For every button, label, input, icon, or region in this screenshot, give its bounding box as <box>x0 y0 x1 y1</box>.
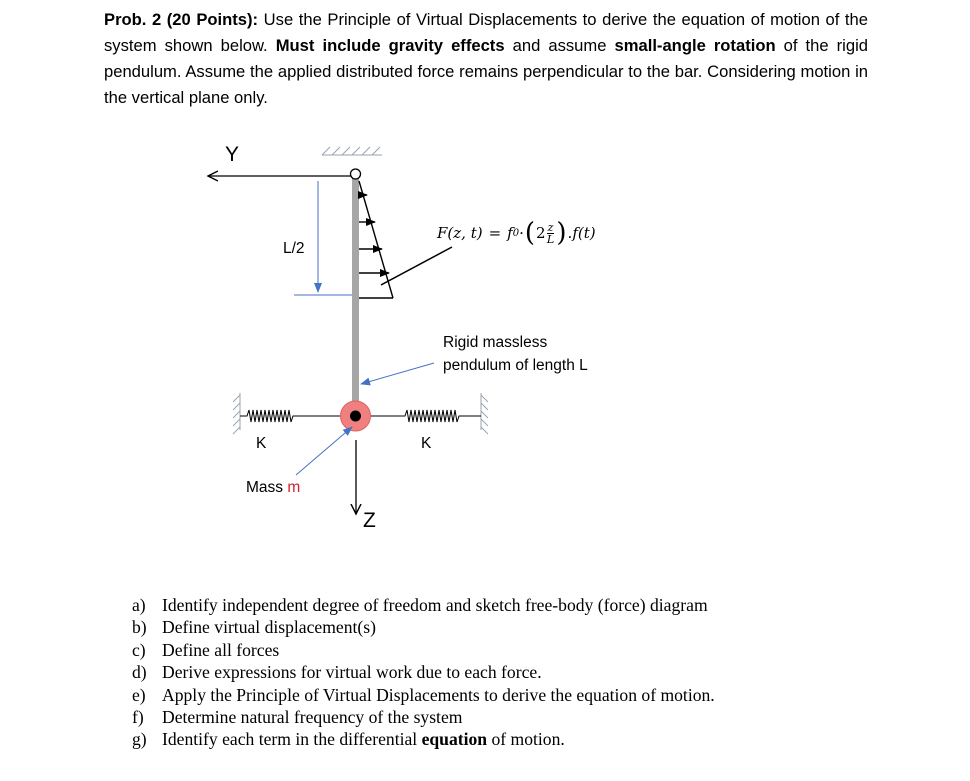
task-text-before: Identify each term in the differential <box>162 729 422 750</box>
task-letter: c) <box>132 639 146 660</box>
task-item <box>132 728 715 750</box>
formula-open-paren: ( <box>524 218 536 248</box>
problem-text-1: Use the Principle of Virtual Displacements to derive the equation of motion of the system shown below. <box>104 10 868 55</box>
task-letter: e) <box>132 684 146 705</box>
y-axis-label: Y <box>225 143 240 166</box>
mass-label-text: Mass <box>246 479 284 496</box>
task-item <box>132 594 715 616</box>
task-letter: g) <box>132 729 147 750</box>
right-wall <box>481 393 488 434</box>
force-formula <box>437 211 596 255</box>
task-text-after: of motion. <box>487 729 565 750</box>
formula-fraction <box>547 222 555 245</box>
problem-emphasis-gravity: Must include gravity effects <box>275 36 505 55</box>
mass-symbol: m <box>287 479 301 496</box>
task-text: Apply the Principle of Virtual Displacements to derive the equation of motion. <box>162 684 715 705</box>
problem-text-3: of the rigid pendulum. Assume the applied distributed force remains perpendicular to the bar. Considering motion in the vertical plane only. <box>104 36 869 107</box>
task-letter: f) <box>132 707 144 728</box>
formula-coefficient: 2 <box>536 224 546 242</box>
formula-lhs: F(z, t) <box>437 224 483 242</box>
mass-label <box>246 479 300 497</box>
problem-emphasis-small-angle: small-angle rotation <box>614 36 776 55</box>
formula-fraction-denominator: L <box>546 232 555 246</box>
formula-f0: f <box>507 224 513 242</box>
pivot-hinge <box>351 169 361 179</box>
pendulum-description-line-1: Rigid massless <box>443 334 548 351</box>
pendulum-description-line-2: pendulum of length L <box>443 357 588 374</box>
left-spring <box>240 410 342 422</box>
formula-dot: · <box>519 224 524 242</box>
task-item <box>132 661 715 683</box>
task-text: Determine natural frequency of the system <box>162 707 463 728</box>
formula-f0-subscript: 0 <box>512 227 520 239</box>
right-spring <box>369 410 481 422</box>
formula-fraction-numerator: z <box>547 220 554 234</box>
right-spring-label: K <box>421 435 432 452</box>
task-letter: b) <box>132 617 147 638</box>
pendulum-callout-line <box>361 363 434 384</box>
formula-time-function: .f(t) <box>567 224 596 242</box>
task-text: Identify independent degree of freedom and sketch free-body (force) diagram <box>162 595 708 615</box>
task-list <box>132 594 715 751</box>
task-text-bold: equation <box>421 729 488 750</box>
task-text: Define all forces <box>162 639 280 660</box>
half-length-label: L/2 <box>283 240 305 257</box>
distributed-force <box>359 181 393 298</box>
task-item <box>132 684 715 706</box>
task-item <box>132 639 715 661</box>
formula-equals: = <box>488 224 502 242</box>
task-text: Define virtual displacement(s) <box>162 617 376 638</box>
problem-text-2: and assume <box>504 36 615 55</box>
task-letter: d) <box>132 662 147 683</box>
pendulum-rod <box>352 174 359 416</box>
mass-point <box>350 411 361 422</box>
left-wall <box>233 393 240 434</box>
mass-callout-line <box>296 427 352 475</box>
top-support-hatch <box>322 147 382 155</box>
z-axis-label: Z <box>363 509 376 532</box>
problem-label: Prob. 2 (20 Points): <box>104 10 259 29</box>
task-item <box>132 616 715 638</box>
task-text: Derive expressions for virtual work due to each force. <box>162 662 542 683</box>
task-item <box>132 706 715 728</box>
task-text <box>162 728 565 750</box>
task-letter: a) <box>132 595 146 615</box>
formula-close-paren: ) <box>556 218 567 248</box>
left-spring-label: K <box>256 435 267 452</box>
